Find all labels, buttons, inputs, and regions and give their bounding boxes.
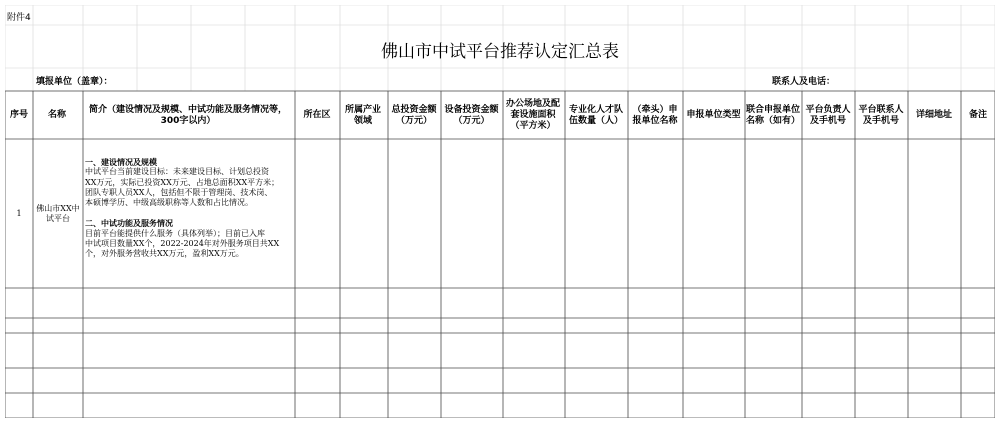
col-header-index: 序号 — [9, 110, 28, 120]
col-header-platform-contact: 平台联系人及手机号 — [858, 104, 904, 126]
intro-section-1-title: 一、建设情况及规模 — [85, 157, 157, 167]
col-header-equipment-investment: 设备投资金额（万元） — [444, 104, 499, 126]
intro-line: 目前平台能提供什么服务（具体列举）；目前已入库 — [85, 228, 265, 238]
col-header-remarks: 备注 — [968, 110, 987, 120]
attachment-label: 附件4 — [7, 13, 31, 23]
contact-label: 联系人及电话： — [772, 77, 836, 87]
intro-line: 团队专职人员XX人，包括但不限于管理岗、技术岗、 — [85, 187, 273, 197]
col-header-intro: 简介（建设情况及规模、中试功能及服务情况等，300字以内） — [88, 104, 287, 126]
col-header-address: 详细地址 — [915, 110, 952, 120]
intro-section-2-title: 二、中试功能及服务情况 — [85, 218, 173, 229]
platform-intro — [85, 157, 295, 260]
col-header-office-area: 办公场地及配套设施面积（平方米） — [505, 99, 560, 131]
row-index: 1 — [16, 208, 22, 218]
col-header-applicant-type: 申报单位类型 — [686, 110, 741, 120]
col-header-joint-applicant: 联合申报单位名称（如有） — [746, 104, 801, 126]
col-header-name: 名称 — [47, 110, 66, 120]
intro-line: 本硕博学历、中级高级职称等人数和占比情况。 — [85, 198, 253, 208]
intro-line: 中试项目数量XX个，2022-2024年对外服务项目共XX — [85, 239, 280, 249]
col-header-applicant-name: （牵头）申报单位名称 — [632, 104, 678, 126]
col-header-district: 所在区 — [303, 110, 331, 120]
intro-line: XX万元，实际已投资XX万元、占地总面积XX平方米； — [85, 177, 280, 187]
col-header-industry: 所属产业领域 — [344, 104, 381, 126]
intro-line: 个，对外服务营收共XX万元，盈利XX万元。 — [85, 249, 244, 259]
col-header-staff-count: 专业化人才队伍数量（人） — [568, 104, 623, 126]
col-header-platform-leader: 平台负责人及手机号 — [805, 104, 851, 126]
col-header-total-investment: 总投资金额（万元） — [391, 104, 437, 126]
platform-name: 佛山市XX中试平台 — [36, 203, 80, 223]
fill-unit-label: 填报单位（盖章）： — [36, 77, 113, 87]
intro-line: 中试平台当前建设目标：未来建设目标、计划总投资 — [85, 167, 269, 177]
page-title: 佛山市中试平台推荐认定汇总表 — [381, 42, 619, 62]
summary-sheet — [5, 5, 995, 418]
